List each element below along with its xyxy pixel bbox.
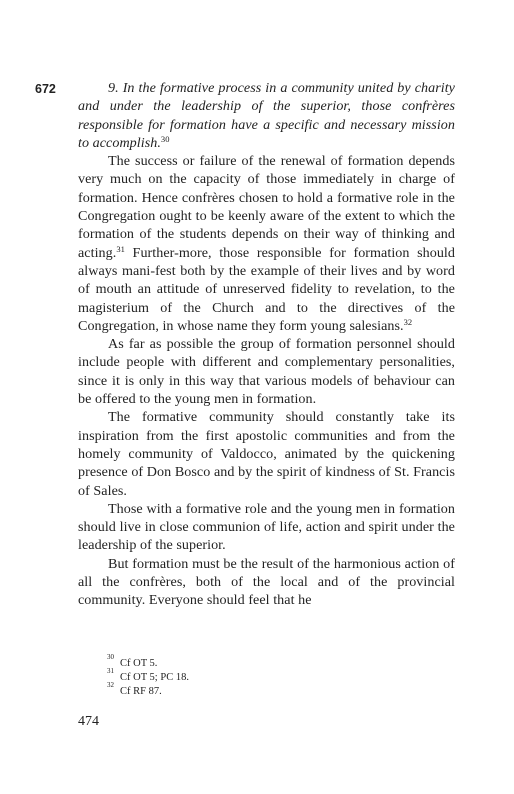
section-heading-text: In the formative process in a community united by charity and under the leadership of the superior, those confrères responsible for formation have a specific and necessary mission to accomplish. (78, 80, 455, 151)
paragraph-3: The formative community should constantly take its inspiration from the first apostolic communities and from the homely community of Valdocco, animated by the quickening presence of Don Bosco and by the spirit of kindness of St. Francis of Sales. (78, 409, 455, 499)
footnote-mark: 31 (107, 667, 114, 676)
footnote-ref-31: 31 (116, 243, 125, 254)
main-text (78, 79, 455, 610)
footnote (107, 667, 189, 685)
paragraph-5: But formation must be the result of the harmonious action of all the confrères, both of the local and of the provincial community. Everyone should feel that he (78, 555, 455, 609)
footnote (107, 681, 189, 699)
section-heading (78, 79, 455, 152)
footnote-ref-30: 30 (160, 133, 170, 144)
paragraph-1 (78, 152, 455, 335)
footnote-mark: 30 (107, 653, 114, 661)
paragraph-1-part-b: Further-more, those responsible for formation should always mani-fest both by the example of their lives and by word of mouth an attitude of unreserved fidelity to revelation, to the magisterium of the Church and to the directives of the Congregation, in whose name they form young salesians. (78, 244, 455, 334)
footnote-mark: 32 (107, 681, 114, 690)
footnote-ref-32: 32 (403, 316, 413, 327)
paragraph-2: As far as possible the group of formation personnel should include people with different and complementary personalities, since it is only in this way that various models of behaviour can be offered to the young men in formation. (78, 336, 455, 408)
paragraph-4: Those with a formative role and the young men in formation should live in close communion of life, action and spirit under the leadership of the superior. (78, 500, 455, 554)
page-number: 474 (78, 714, 99, 729)
footnote (107, 653, 189, 671)
footnotes (107, 653, 189, 700)
footnote-text: Cf RF 87. (120, 686, 162, 698)
paragraph-1-part-a: The success or failure of the renewal of formation depends very much on the capacity of those immediately in charge of formation. Hence confrères chosen to hold a formative role in the Congregation ought to be keenly aware of the extent to which the formation of the students depends on their way of thinking and acting. (78, 153, 455, 261)
section-number: 9. (108, 80, 119, 96)
margin-number: 672 (35, 82, 56, 96)
footnote-text: Cf OT 5. (120, 658, 158, 669)
footnote-text: Cf OT 5; PC 18. (120, 672, 189, 684)
